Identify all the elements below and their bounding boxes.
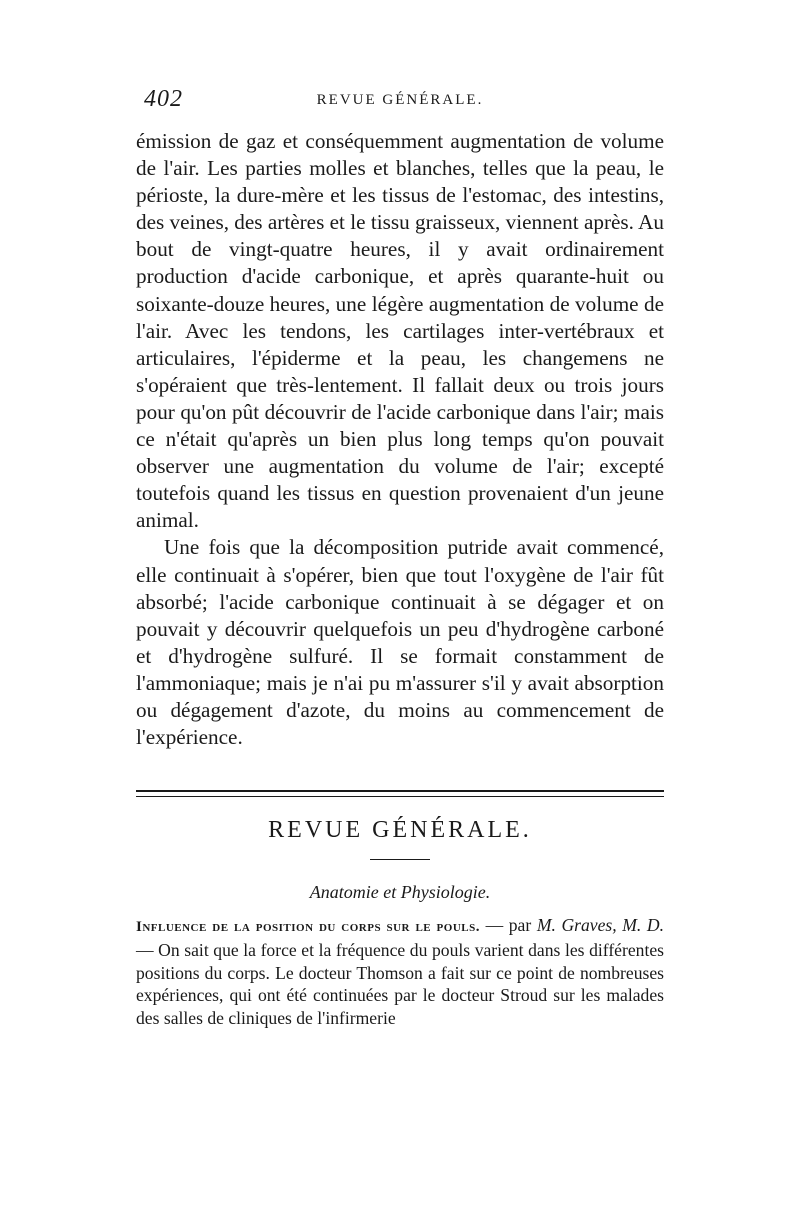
paragraph-1: émission de gaz et conséquemment augmentation de volume de l'air. Les parties molles et blanches, telles que la peau, le périoste, la dure-mère et les tissus de l'estomac, des intestins, des veines, des artères et le tissu graisseux, viennent après. Au bout de vingt-quatre heures, il y avait ordinairement production d'acide carbonique, et après quarante-huit ou soixante-douze heures, une légère augmentation de volume de l'air. Avec les tendons, les cartilages inter-vertébraux et articulaires, l'épiderme et la peau, les changemens ne s'opéraient que très-lentement. Il fallait deux ou trois jours pour qu'on pût découvrir de l'acide carbonique dans l'air; mais ce n'était qu'après un bien plus long temps qu'on pouvait observer une augmentation du volume de l'air; excepté toutefois quand les tissus en question provenaient d'un jeune animal. <box>136 129 664 533</box>
section-divider <box>136 790 664 797</box>
article <box>136 914 664 1030</box>
section-title: REVUE GÉNÉRALE. <box>268 817 532 843</box>
running-head <box>136 86 664 120</box>
article-author: M. Graves, M. D. <box>536 915 664 935</box>
page-number: 402 <box>144 86 183 112</box>
article-separator: — par <box>479 915 537 935</box>
subsection-title: Anatomie et Physiologie. <box>309 882 491 902</box>
article-heading: Influence de la position du corps sur le pouls. <box>136 919 480 935</box>
title-underline <box>370 859 430 860</box>
article-text: — On sait que la force et la fréquence du pouls varient dans les différentes positions du corps. Le docteur Thomson a fait sur ce point de nombreuses expériences, qui ont été continuées par le docteur Stroud sur les malades des salles de cliniques de l'infirmerie <box>136 939 664 1029</box>
running-title: REVUE GÉNÉRALE. <box>316 92 484 108</box>
article-paragraph <box>136 914 664 1030</box>
paragraph-2: Une fois que la décomposition putride avait commencé, elle continuait à s'opérer, bien que tout l'oxygène de l'air fût absorbé; l'acide carbonique continuait à se dégager et on pouvait y découvrir quelquefois un peu d'hydrogène carboné et d'hydrogène sulfuré. Il se formait constamment de l'ammoniaque; mais je n'ai pu m'assurer s'il y avait absorption ou dégagement d'azote, du moins au commencement de l'expérience. <box>136 535 664 750</box>
body-text <box>136 128 664 751</box>
